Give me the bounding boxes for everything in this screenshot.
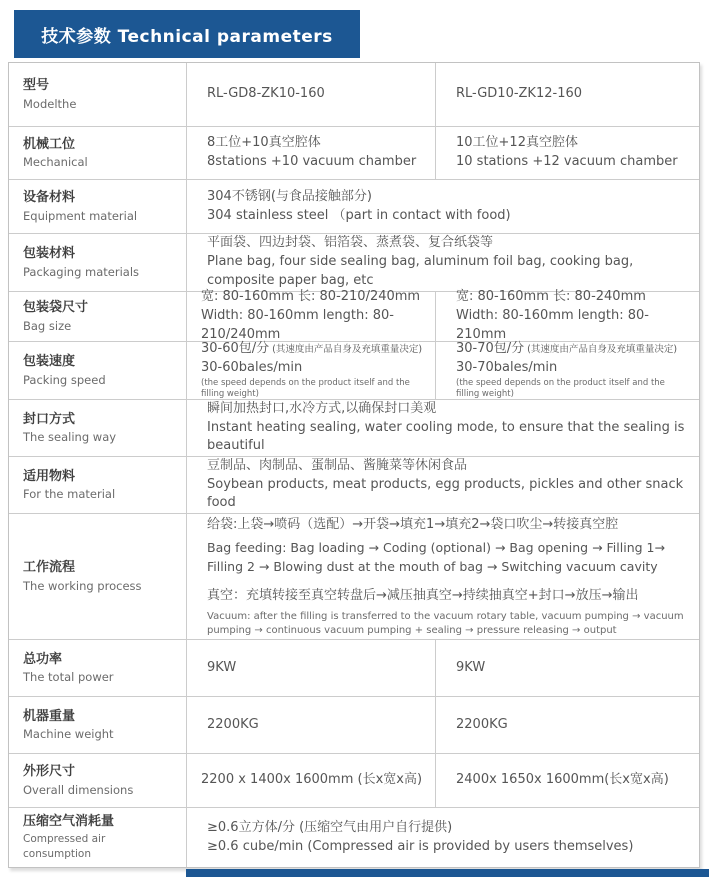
row-value-col1 (187, 127, 436, 179)
speed-note-en: (the speed depends on the product itself and the filling weight) (201, 377, 410, 400)
row-label (9, 697, 187, 753)
process-line-vacuum-zh: 真空：充填转接至真空转盘后→减压抽真空→持续抽真空+封口→放压→输出 (207, 587, 639, 603)
value-line: 30-70bales/min (456, 360, 558, 376)
table-row (9, 456, 699, 513)
table-row (9, 63, 699, 126)
value-line: 宽: 80-160mm 长: 80-240mm (456, 289, 646, 305)
row-value-span (187, 457, 699, 513)
row-value-span (187, 234, 699, 291)
row-label-zh: 包装材料 (23, 246, 76, 262)
value-line: 瞬间加热封口,水冷方式,以确保封口美观 (207, 400, 437, 416)
row-label (9, 640, 187, 696)
row-label-en: The sealing way (23, 430, 117, 445)
row-value-span (187, 180, 699, 233)
row-value-col1 (187, 342, 436, 399)
row-label-zh: 包装袋尺寸 (23, 300, 89, 316)
row-value-col2 (436, 63, 699, 126)
speed-value: 30-70包/分 (456, 341, 525, 357)
table-row (9, 513, 699, 639)
row-value-col2 (436, 754, 699, 807)
footer-accent-bar (186, 869, 709, 877)
row-value-col2 (436, 289, 699, 342)
row-value-col1 (187, 289, 436, 342)
process-line-bag-zh: 给袋:上袋→喷码（选配）→开袋→填充1→填充2→袋口吹尘→转接真空腔 (207, 516, 619, 532)
row-label (9, 63, 187, 126)
value-line: 10工位+12真空腔体 (456, 135, 578, 151)
table-row (9, 179, 699, 233)
row-label-zh: 总功率 (23, 651, 63, 667)
row-value-col2 (436, 127, 699, 179)
technical-parameters-table (8, 62, 700, 868)
row-label-en: Packing speed (23, 372, 106, 387)
row-label-zh: 封口方式 (23, 411, 76, 427)
row-label (9, 180, 187, 233)
value-line: ≥0.6立方体/分 (压缩空气由用户自行提供) (207, 819, 453, 835)
value-line: 304 stainless steel （part in contact with food) (207, 207, 511, 223)
value-line: 304不锈钢(与食品接触部分) (207, 188, 372, 204)
row-value-col2 (436, 697, 699, 753)
value-line (456, 340, 689, 359)
row-label-en: Equipment material (23, 208, 138, 223)
row-label-en: Packaging materials (23, 264, 140, 279)
value-line: ≥0.6 cube/min (Compressed air is provided by users themselves) (207, 838, 634, 854)
row-label-en: Overall dimensions (23, 782, 134, 797)
row-value-col1 (187, 63, 436, 126)
row-label (9, 292, 187, 341)
value-line: 豆制品、肉制品、蛋制品、酱腌菜等休闲食品 (207, 457, 468, 473)
process-line-bag-en: Bag feeding: Bag loading → Coding (optional) → Bag opening → Filling 1→ Filling 2 → Blowing dust at the mouth of bag → Switching vacuum cavity (207, 540, 665, 574)
row-value-col1 (187, 697, 436, 753)
value-line: 9KW (207, 659, 237, 675)
table-row (9, 233, 699, 291)
title-bar (14, 10, 360, 58)
table-row (9, 696, 699, 753)
row-label-zh: 压缩空气消耗量 (23, 814, 115, 830)
value-line: RL-GD10-ZK12-160 (456, 86, 583, 102)
row-label (9, 808, 187, 867)
row-label-en: The total power (23, 670, 114, 685)
table-row (9, 399, 699, 456)
row-value-col1 (187, 640, 436, 696)
row-label (9, 127, 187, 179)
row-label (9, 342, 187, 399)
row-label-en: Compressed air consumption (23, 833, 106, 860)
value-line: Plane bag, four side sealing bag, aluminum foil bag, cooking bag, composite paper bag, etc (207, 254, 634, 288)
value-line: Instant heating sealing, water cooling mode, to ensure that the sealing is beautiful (207, 419, 685, 454)
value-line: 2200KG (456, 716, 508, 732)
value-line: 8stations +10 vacuum chamber (207, 154, 417, 169)
value-line: 宽: 80-160mm 长: 80-210/240mm (201, 289, 421, 305)
row-value-col2 (436, 342, 699, 399)
table-row (9, 807, 699, 867)
table-row (9, 126, 699, 179)
value-line: RL-GD8-ZK10-160 (207, 86, 325, 102)
value-line: 10 stations +12 vacuum chamber (456, 154, 678, 169)
row-label-zh: 机器重量 (23, 708, 76, 724)
row-label-en: The working process (23, 578, 142, 593)
row-label-en: Mechanical (23, 155, 88, 170)
row-label-zh: 适用物料 (23, 468, 76, 484)
value-line: Width: 80-160mm length: 80-210mm (456, 308, 649, 342)
speed-note-en: (the speed depends on the product itself and the filling weight) (456, 377, 665, 400)
row-label (9, 400, 187, 456)
row-label-en: Bag size (23, 318, 72, 333)
row-value-col2 (436, 640, 699, 696)
speed-value: 30-60包/分 (201, 341, 270, 357)
row-label-zh: 型号 (23, 78, 50, 94)
table-row (9, 341, 699, 399)
row-label-zh: 包装速度 (23, 354, 76, 370)
row-label (9, 514, 187, 639)
table-row (9, 639, 699, 696)
row-label-en: Machine weight (23, 727, 114, 742)
row-value-span (187, 808, 699, 867)
value-line (201, 340, 425, 359)
row-label-zh: 机械工位 (23, 136, 76, 152)
value-line: 2200KG (207, 716, 259, 732)
row-label-en: For the material (23, 487, 116, 502)
value-line: 2200 x 1400x 1600mm (长x宽x高) (201, 772, 423, 788)
value-line: Soybean products, meat products, egg products, pickles and other snack food (207, 476, 684, 511)
row-value-span (187, 514, 699, 639)
row-label-zh: 设备材料 (23, 190, 76, 206)
table-row (9, 291, 699, 341)
row-label (9, 754, 187, 807)
row-label (9, 457, 187, 513)
table-row (9, 753, 699, 807)
page-title: 技术参数 Technical parameters (41, 26, 333, 47)
process-line-vacuum-en: Vacuum: after the filling is transferred to the vacuum rotary table, vacuum pumping → vacuum pumping → continuous vacuum pumping + sealing → pressure releasing → output (207, 611, 684, 636)
row-label-en: Modelthe (23, 96, 77, 111)
row-label-zh: 工作流程 (23, 560, 76, 576)
value-line: 30-60bales/min (201, 360, 303, 376)
row-value-col1 (187, 754, 436, 807)
row-label-zh: 外形尺寸 (23, 764, 76, 780)
speed-note-zh: (其速度由产品自身及充填重量决定) (272, 344, 423, 356)
value-line: 9KW (456, 659, 486, 675)
value-line: 2400x 1650x 1600mm(长x宽x高) (456, 772, 669, 788)
row-label (9, 234, 187, 291)
speed-note-zh: (其速度由产品自身及充填重量决定) (527, 344, 678, 356)
row-value-span (187, 400, 699, 456)
value-line: 平面袋、四边封袋、铝箔袋、蒸煮袋、复合纸袋等 (207, 235, 494, 251)
value-line: 8工位+10真空腔体 (207, 135, 321, 151)
value-line: Width: 80-160mm length: 80-210/240mm (201, 308, 394, 342)
